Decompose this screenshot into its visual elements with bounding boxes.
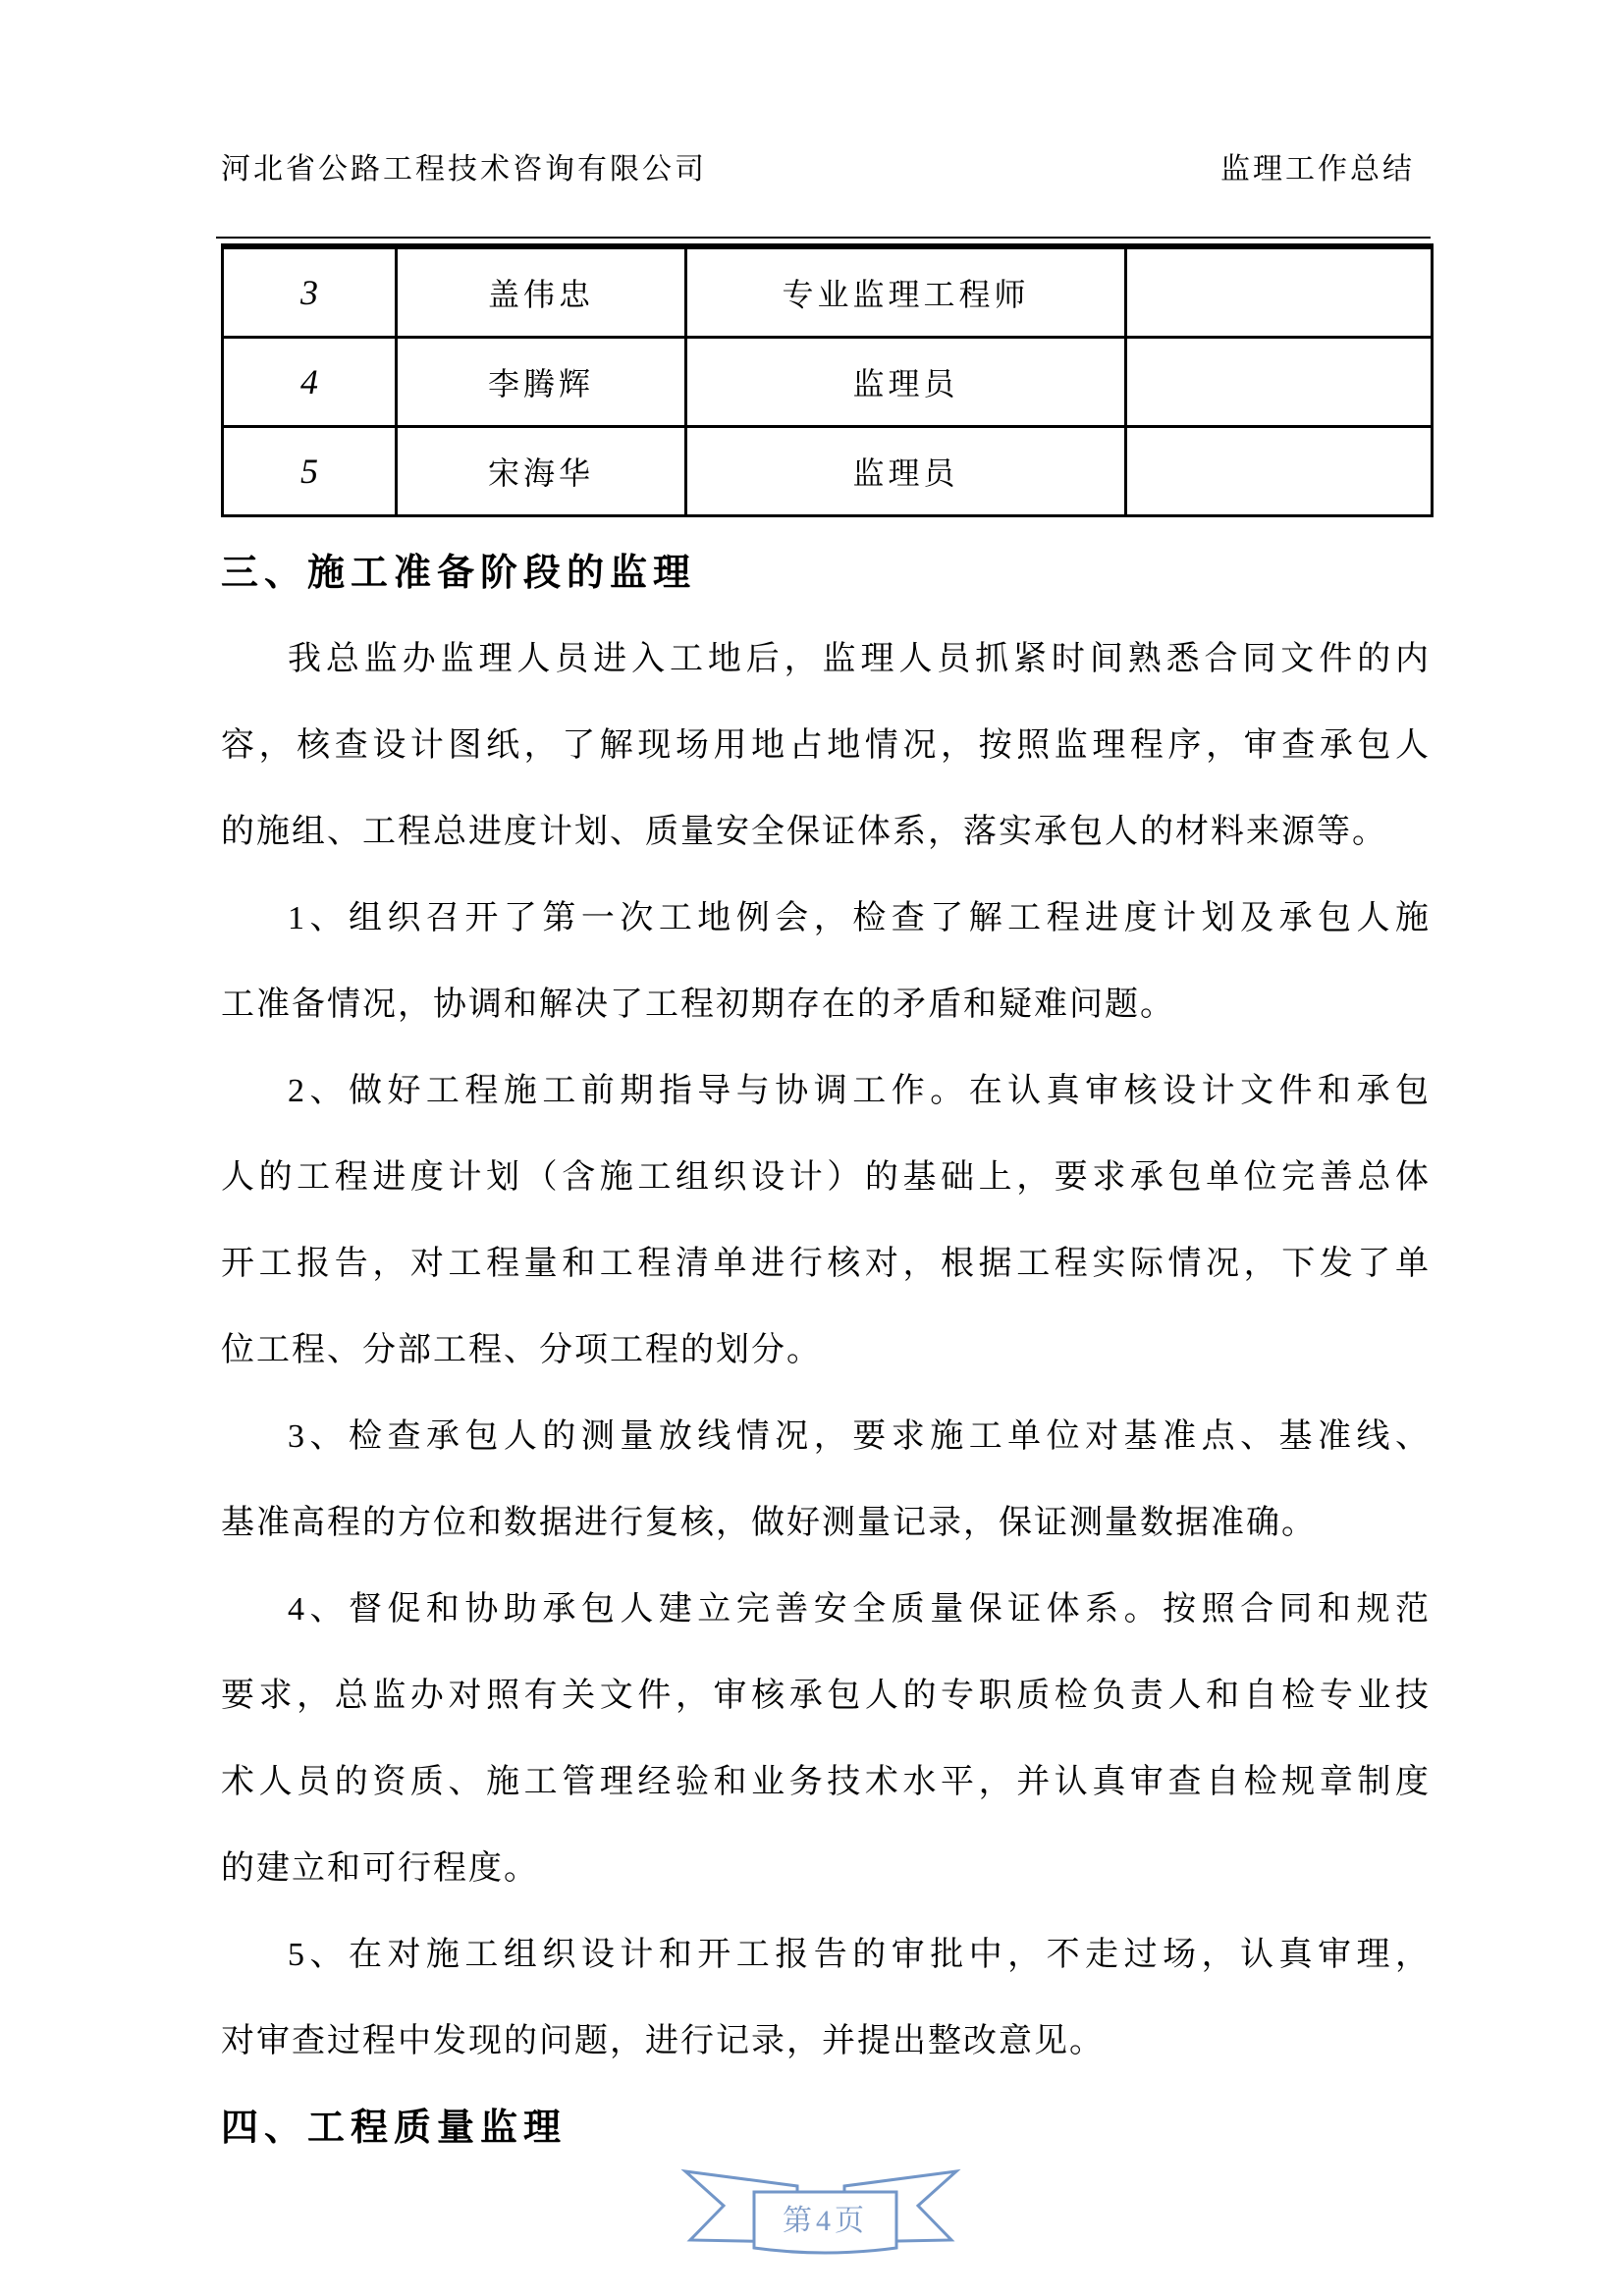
- cell-serial-number: 5: [223, 427, 397, 516]
- page-number-ribbon: [674, 2165, 968, 2268]
- cell-serial-number: 4: [223, 338, 397, 427]
- paragraph-line: 5、在对施工组织设计和开工报告的审批中，不走过场，认真审理，: [288, 1937, 1431, 1973]
- cell-role: 专业监理工程师: [686, 246, 1126, 338]
- paragraph-line: 的建立和可行程度。: [221, 1850, 539, 1887]
- cell-note: [1126, 427, 1433, 516]
- paragraph-line: 对审查过程中发现的问题，进行记录，并提出整改意见。: [221, 2023, 1105, 2059]
- paragraph-line: 位工程、分部工程、分项工程的划分。: [221, 1332, 822, 1368]
- header-company-name: 河北省公路工程技术咨询有限公司: [221, 153, 707, 186]
- cell-person-name: 宋海华: [397, 427, 686, 516]
- paragraph-line: 人的工程进度计划（含施工组织设计）的基础上，要求承包单位完善总体: [221, 1159, 1431, 1196]
- header-rule-line: [216, 237, 1431, 243]
- table-row: [223, 246, 1433, 338]
- paragraph-line: 基准高程的方位和数据进行复核，做好测量记录，保证测量数据准确。: [221, 1505, 1317, 1541]
- section-heading-4: 四、工程质量监理: [221, 2108, 568, 2149]
- paragraph-line: 工准备情况，协调和解决了工程初期存在的矛盾和疑难问题。: [221, 987, 1175, 1023]
- paragraph-line: 2、做好工程施工前期指导与协调工作。在认真审核设计文件和承包: [288, 1073, 1431, 1109]
- section-heading-3: 三、施工准备阶段的监理: [221, 553, 697, 594]
- paragraph-line: 3、检查承包人的测量放线情况，要求施工单位对基准点、基准线、: [288, 1418, 1431, 1455]
- paragraph-line: 开工报告，对工程量和工程清单进行核对，根据工程实际情况，下发了单: [221, 1246, 1431, 1282]
- header-doc-title: 监理工作总结: [1220, 153, 1415, 186]
- document-body: [221, 530, 1431, 2171]
- cell-role: 监理员: [686, 427, 1126, 516]
- paragraph-line: 1、组织召开了第一次工地例会，检查了解工程进度计划及承包人施: [288, 900, 1431, 936]
- paragraph-line: 我总监办监理人员进入工地后，监理人员抓紧时间熟悉合同文件的内: [288, 641, 1431, 677]
- cell-person-name: 盖伟忠: [397, 246, 686, 338]
- paragraph-line: 的施组、工程总进度计划、质量安全保证体系，落实承包人的材料来源等。: [221, 814, 1387, 850]
- cell-serial-number: 3: [223, 246, 397, 338]
- table-row: [223, 427, 1433, 516]
- paragraph-line: 容，核查设计图纸，了解现场用地占地情况，按照监理程序，审查承包人: [221, 727, 1431, 764]
- cell-role: 监理员: [686, 338, 1126, 427]
- page-header: [221, 147, 1431, 192]
- cell-note: [1126, 338, 1433, 427]
- paragraph-line: 4、督促和协助承包人建立完善安全质量保证体系。按照合同和规范: [288, 1591, 1431, 1628]
- cell-person-name: 李腾辉: [397, 338, 686, 427]
- page-number-label: 第4页: [783, 2205, 868, 2237]
- table-row: [223, 338, 1433, 427]
- supervision-staff-table: [221, 243, 1434, 517]
- cell-note: [1126, 246, 1433, 338]
- paragraph-line: 术人员的资质、施工管理经验和业务技术水平，并认真审查自检规章制度: [221, 1764, 1431, 1800]
- paragraph-line: 要求，总监办对照有关文件，审核承包人的专职质检负责人和自检专业技: [221, 1678, 1431, 1714]
